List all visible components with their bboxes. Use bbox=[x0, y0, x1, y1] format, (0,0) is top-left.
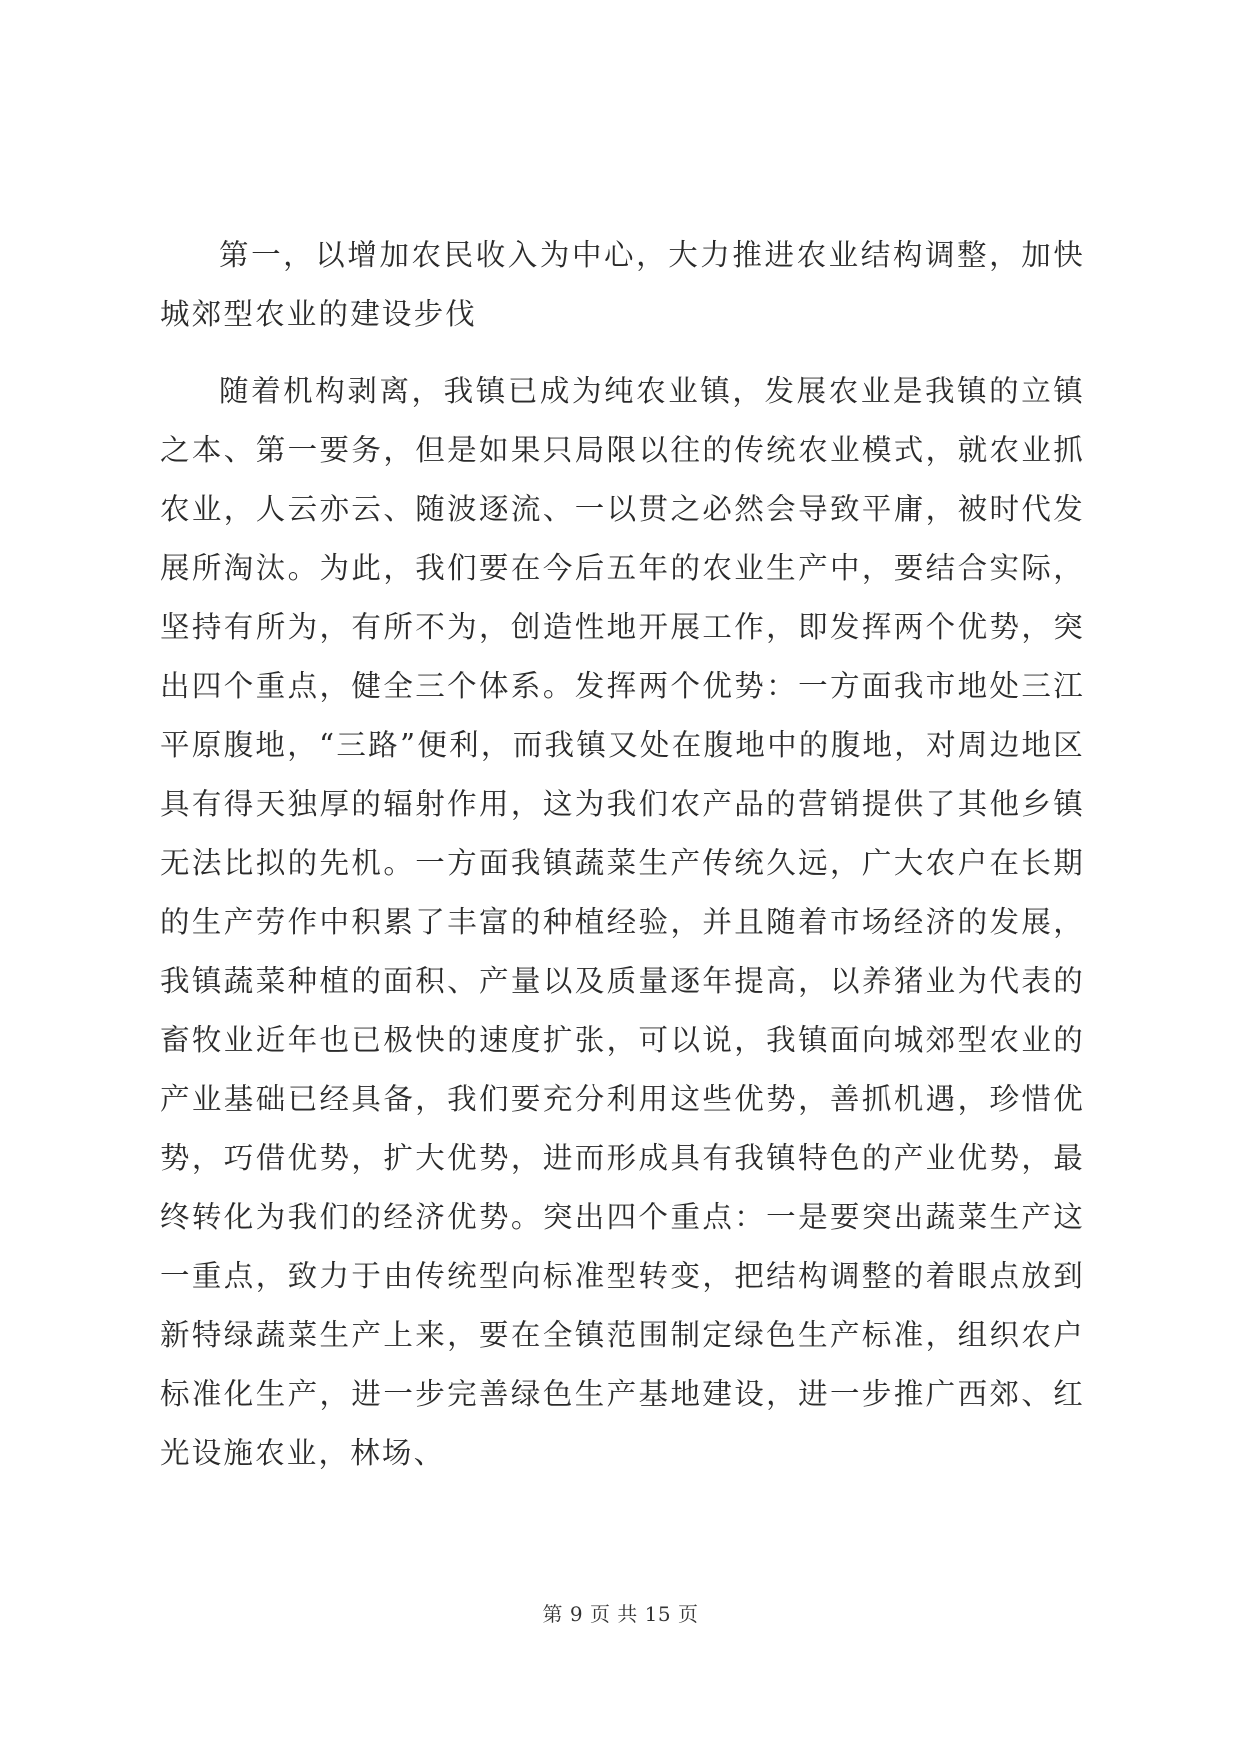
document-body bbox=[160, 226, 1085, 1483]
page-number-footer: 第 9 页 共 15 页 bbox=[542, 1602, 699, 1626]
body-paragraph: 随着机构剥离，我镇已成为纯农业镇，发展农业是我镇的立镇之本、第一要务，但是如果只局限以往的传统农业模式，就农业抓农业，人云亦云、随波逐流、一以贯之必然会导致平庸，被时代发展所淘汰。为此，我们要在今后五年的农业生产中，要结合实际，坚持有所为，有所不为，创造性地开展工作，即发挥两个优势，突出四个重点，健全三个体系。发挥两个优势：一方面我市地处三江平原腹地，“三路”便利，而我镇又处在腹地中的腹地，对周边地区具有得天独厚的辐射作用，这为我们农产品的营销提供了其他乡镇无法比拟的先机。一方面我镇蔬菜生产传统久远，广大农户在长期的生产劳作中积累了丰富的种植经验，并且随着市场经济的发展，我镇蔬菜种植的面积、产量以及质量逐年提高，以养猪业为代表的畜牧业近年也已极快的速度扩张，可以说，我镇面向城郊型农业的产业基础已经具备，我们要充分利用这些优势，善抓机遇，珍惜优势，巧借优势，扩大优势，进而形成具有我镇特色的产业优势，最终转化为我们的经济优势。突出四个重点：一是要突出蔬菜生产这一重点，致力于由传统型向标准型转变，把结构调整的着眼点放到新特绿蔬菜生产上来，要在全镇范围制定绿色生产标准，组织农户标准化生产，进一步完善绿色生产基地建设，进一步推广西郊、红光设施农业，林场、 bbox=[160, 374, 1085, 1470]
section-heading-paragraph: 第一，以增加农民收入为中心，大力推进农业结构调整，加快城郊型农业的建设步伐 bbox=[160, 238, 1085, 331]
